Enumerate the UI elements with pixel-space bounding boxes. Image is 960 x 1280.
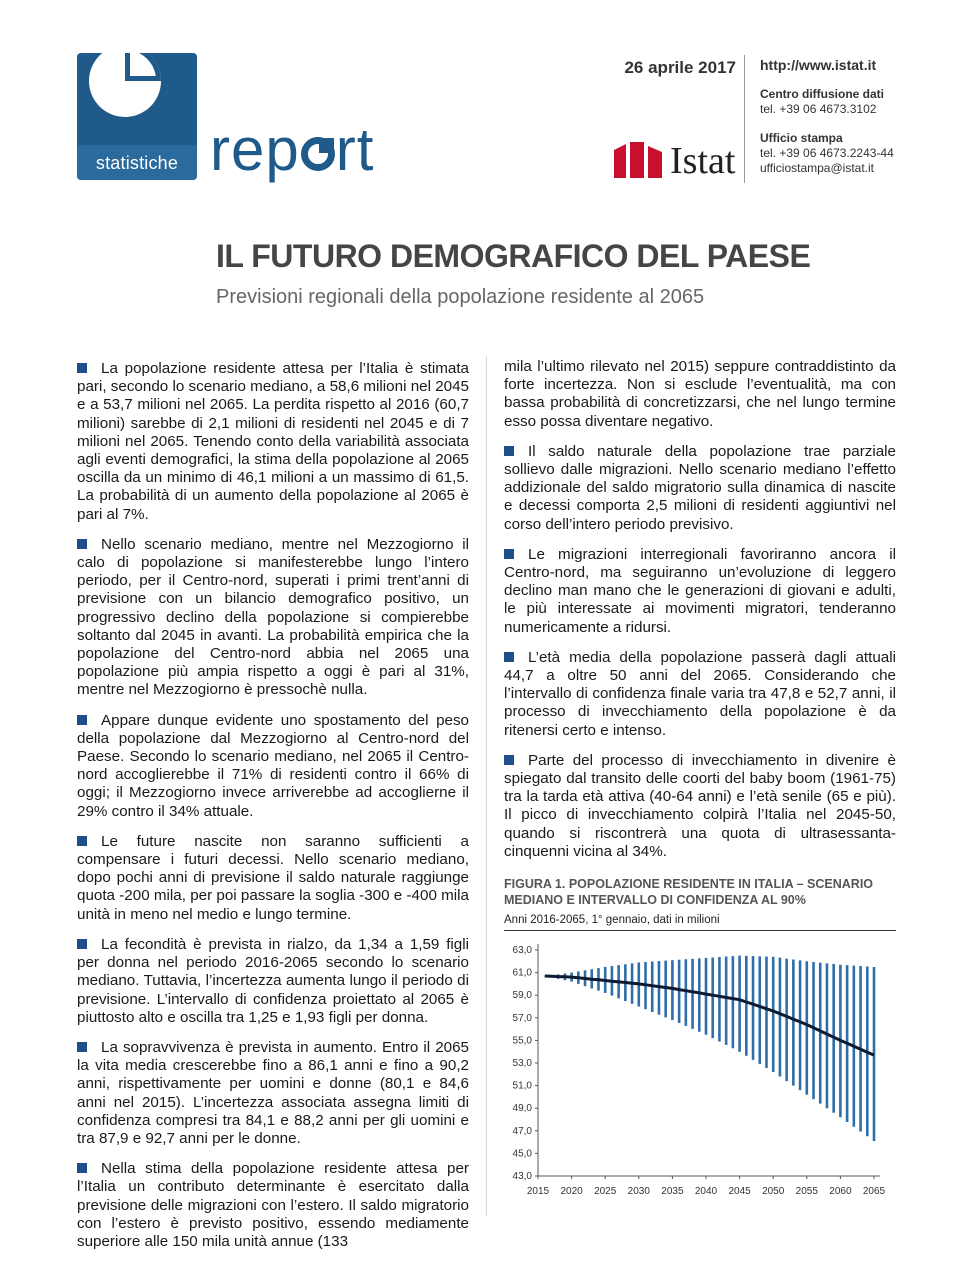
x-tick-label: 2020 bbox=[560, 1186, 583, 1197]
contact-block bbox=[760, 58, 894, 176]
y-tick-label: 51,0 bbox=[512, 1080, 532, 1092]
x-tick-label: 2060 bbox=[829, 1186, 852, 1197]
page-title: IL FUTURO DEMOGRAFICO DEL PAESE bbox=[216, 238, 811, 274]
paragraph: La sopravvivenza è prevista in aumento. Entro il 2065 la vita media crescerebbe fino a 86,1 anni e fino a 90,2 anni, rispettivamente per uomini e donne (80,1 e 84,6 anni nel 2015). L’incertezza associata assegna limiti di confidenza compresi tra 84,1 e 88,2 anni per gli uomini e tra 87,9 e 92,7 anni per le donne. bbox=[77, 1038, 469, 1147]
paragraph: Le migrazioni interregionali favoriranno ancora il Centro-nord, ma seguiranno un’evoluzione di leggero declino man mano che le generazioni di giovani e adulti, le più interessate ai movimenti migratori, tenderanno numericamente a ridursi. bbox=[504, 545, 896, 636]
y-tick-label: 63,0 bbox=[512, 945, 532, 956]
report-word-start: rep bbox=[210, 116, 300, 183]
square-bullet-icon bbox=[77, 715, 87, 725]
paragraph: Il saldo naturale della popolazione trae parziale sollievo dalle migrazioni. Nello scenario mediano l’effetto addizionale del saldo migratorio sulla dinamica di nascite e decessi comporta 2,5 milioni di residenti aggiuntivi nel corso dell’intero periodo previsivo. bbox=[504, 442, 896, 533]
figure-subtitle: Anni 2016-2065, 1° gennaio, dati in milioni bbox=[504, 914, 720, 926]
report-word-end: rt bbox=[335, 116, 375, 183]
ufficio-email-link[interactable]: ufficiostampa@istat.it bbox=[760, 161, 875, 175]
square-bullet-icon bbox=[504, 755, 514, 765]
square-bullet-icon bbox=[504, 549, 514, 559]
paragraph: Nella stima della popolazione residente attesa per l’Italia un contributo determinante è esercitato dalla previsione delle migrazioni con l’estero. Il saldo migratorio con l’estero è previsto positivo, essendo mediamente superiore alle 150 mila unità annue (133 bbox=[77, 1160, 469, 1250]
median-line bbox=[545, 976, 874, 1055]
header-divider bbox=[744, 55, 745, 183]
istat-logo-icon bbox=[612, 140, 666, 180]
y-tick-label: 53,0 bbox=[512, 1058, 532, 1069]
paragraph: Nello scenario mediano, mentre nel Mezzogiorno il calo di popolazione si manifesterebbe lungo l’intero periodo, per il Centro-nord, superati i primi trent’anni di previsione con un bilancio demografico positivo, un progressivo declino della popolazione si compierebbe soltanto dal 2045 in avanti. La probabilità empirica che la popolazione del Centro-nord abbia nel 2065 una popolazione più ampia rispetto a oggi è pari al 31%, mentre nel Mezzogiorno è pressochè nulla. bbox=[77, 535, 469, 699]
centro-label: Centro diffusione dati bbox=[760, 87, 884, 101]
population-chart bbox=[494, 932, 894, 1212]
square-bullet-icon bbox=[77, 1042, 87, 1052]
y-tick-label: 43,0 bbox=[512, 1171, 532, 1182]
left-column bbox=[77, 360, 469, 1263]
centro-phone: tel. +39 06 4673.3102 bbox=[760, 102, 877, 116]
page-subtitle: Previsioni regionali della popolazione residente al 2065 bbox=[216, 286, 705, 308]
paragraph-continuation: mila l’ultimo rilevato nel 2015) seppure contraddistinto da forte incertezza. Non si esclude l’eventualità, ma con bassa probabilità di concretizzarsi, che nel lungo termine esso possa diventare negativo. bbox=[504, 358, 896, 430]
x-tick-label: 2015 bbox=[526, 1186, 550, 1197]
y-tick-label: 47,0 bbox=[512, 1125, 532, 1137]
y-tick-label: 55,0 bbox=[512, 1035, 532, 1047]
x-tick-label: 2065 bbox=[862, 1186, 886, 1197]
paragraph: La popolazione residente attesa per l’Italia è stimata pari, secondo lo scenario mediano, a 58,6 milioni nel 2045 e a 53,7 milioni nel 2065. La perdita rispetto al 2016 (60,7 milioni) sarebbe di 2,1 milioni di residenti nel 2045 e di 7 milioni nel 2065. Tenendo conto della variabilità associata agli eventi demografici, la stima della popolazione al 2065 oscilla da un minimo di 46,1 milioni a un massimo di 61,5. La probabilità di un aumento della popolazione al 2065 è pari al 7%. bbox=[77, 360, 469, 523]
square-bullet-icon bbox=[77, 939, 87, 949]
x-tick-label: 2030 bbox=[627, 1186, 650, 1197]
x-tick-label: 2045 bbox=[728, 1186, 751, 1197]
istat-brand: Istat bbox=[670, 140, 736, 182]
figure-rule bbox=[504, 930, 896, 931]
x-tick-label: 2035 bbox=[661, 1186, 684, 1197]
istat-url-link[interactable]: http://www.istat.it bbox=[760, 57, 877, 73]
paragraph: Appare dunque evidente uno spostamento del peso della popolazione dal Mezzogiorno al Centro-nord del Paese. Secondo lo scenario mediano, nel 2065 il Centro-nord accoglierebbe il 71% di residenti contro il 66% di oggi; il Mezzogiorno invece arriverebbe ad accoglierne il 29% contro il 34% attuale. bbox=[77, 711, 469, 820]
y-tick-label: 45,0 bbox=[512, 1148, 532, 1160]
ufficio-label: Ufficio stampa bbox=[760, 131, 843, 145]
y-tick-label: 61,0 bbox=[512, 967, 532, 979]
square-bullet-icon bbox=[77, 1163, 87, 1173]
square-bullet-icon bbox=[504, 652, 514, 662]
report-wordmark bbox=[210, 116, 375, 183]
x-tick-label: 2040 bbox=[694, 1186, 718, 1197]
logo-label: statistiche bbox=[95, 153, 179, 173]
square-bullet-icon bbox=[504, 446, 514, 456]
column-divider bbox=[486, 356, 487, 1216]
square-bullet-icon bbox=[77, 363, 87, 373]
y-tick-label: 57,0 bbox=[512, 1012, 532, 1024]
x-tick-label: 2025 bbox=[594, 1186, 617, 1197]
right-column bbox=[504, 358, 896, 873]
y-tick-label: 49,0 bbox=[512, 1103, 532, 1115]
report-o-icon bbox=[301, 137, 335, 171]
paragraph: Le future nascite non saranno sufficienti a compensare i futuri decessi. Nello scenario mediano, dopo pochi anni di previsione il saldo naturale raggiunge quota -200 mila, per poi passare la soglia -300 e -400 mila unità in meno nel medio e lungo termine. bbox=[77, 832, 469, 923]
paragraph: La fecondità è prevista in rialzo, da 1,34 a 1,59 figli per donna nel periodo 2016-2065 secondo lo scenario mediano. Tuttavia, l’incertezza aumenta lungo il periodo di previsione. L’intervallo di confidenza proiettato al 2065 è piuttosto alto e oscilla tra 1,25 e 1,93 figli per donna. bbox=[77, 935, 469, 1026]
statistiche-logo bbox=[77, 53, 197, 180]
x-tick-label: 2050 bbox=[762, 1186, 785, 1197]
figure-title: FIGURA 1. POPOLAZIONE RESIDENTE IN ITALIA – SCENARIO MEDIANO E INTERVALLO DI CONFIDENZA AL 90% bbox=[504, 877, 874, 907]
square-bullet-icon bbox=[77, 836, 87, 846]
square-bullet-icon bbox=[77, 539, 87, 549]
y-tick-label: 59,0 bbox=[512, 990, 532, 1002]
ufficio-phone: tel. +39 06 4673.2243-44 bbox=[760, 146, 894, 160]
publication-date: 26 aprile 2017 bbox=[624, 58, 736, 77]
paragraph: L’età media della popolazione passerà dagli attuali 44,7 a oltre 50 anni del 2065. Considerando che l’intervallo di confidenza finale varia tra 47,8 e 52,7 anni, il processo di invecchiamento della popolazione è da ritenersi certo e intenso. bbox=[504, 648, 896, 739]
paragraph: Parte del processo di invecchiamento in divenire è spiegato dal transito delle coorti del baby boom (1961-75) tra la tarda età attiva (40-64 anni) e l’età senile (65 e più). Il picco di invecchiamento colpirà l’Italia nel 2045-50, quando si riscontrerà una quota di ultrasessanta-cinquenni vicina al 34%. bbox=[504, 751, 896, 860]
x-tick-label: 2055 bbox=[795, 1186, 818, 1197]
